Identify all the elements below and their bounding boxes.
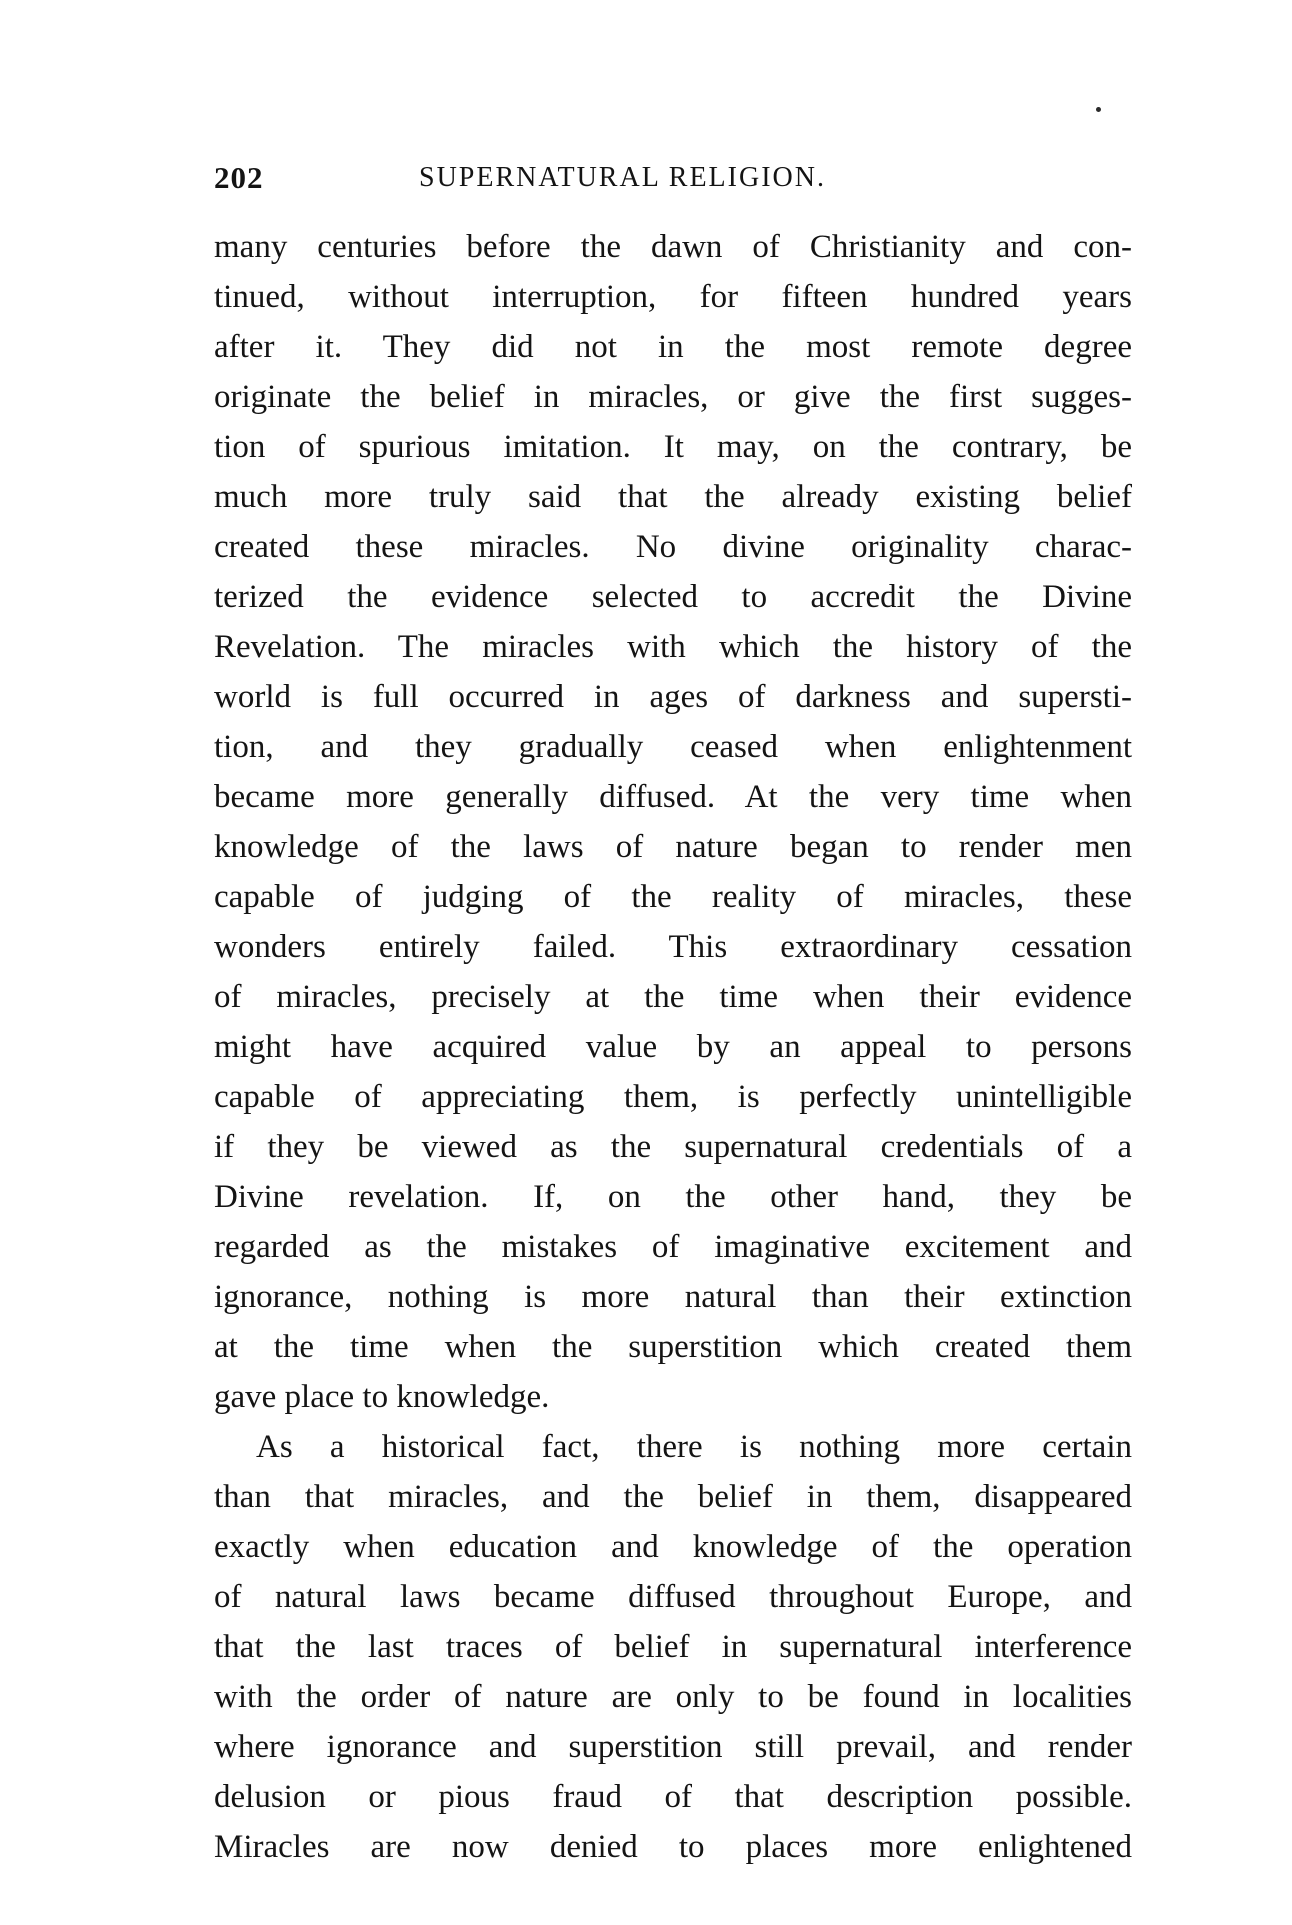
text-line: might have acquired value by an appeal to persons: [214, 1029, 1132, 1065]
text-line: many centuries before the dawn of Christianity and con-: [214, 229, 1132, 265]
text-line: terized the evidence selected to accredit the Divine: [214, 579, 1132, 615]
text-line: capable of judging of the reality of miracles, these: [214, 879, 1132, 915]
text-line: that the last traces of belief in supernatural interference: [214, 1629, 1132, 1665]
page-number: 202: [214, 160, 264, 195]
text-line: with the order of nature are only to be found in localities: [214, 1679, 1132, 1715]
running-head: [214, 160, 1142, 204]
text-line: of natural laws became diffused throughout Europe, and: [214, 1579, 1132, 1615]
text-line: of miracles, precisely at the time when their evidence: [214, 979, 1132, 1015]
text-line: much more truly said that the already existing belief: [214, 479, 1132, 515]
running-title: SUPERNATURAL RELIGION.: [419, 162, 826, 193]
text-line: wonders entirely failed. This extraordinary cessation: [214, 929, 1132, 965]
paragraph: [214, 222, 1132, 1422]
text-line: knowledge of the laws of nature began to render men: [214, 829, 1132, 865]
text-line: ignorance, nothing is more natural than their extinction: [214, 1279, 1132, 1315]
text-line: gave place to knowledge.: [214, 1379, 550, 1415]
text-line: exactly when education and knowledge of the operation: [214, 1529, 1132, 1565]
text-line: delusion or pious fraud of that description possible.: [214, 1779, 1132, 1815]
text-line: than that miracles, and the belief in them, disappeared: [214, 1479, 1132, 1515]
text-line: tion of spurious imitation. It may, on the contrary, be: [214, 429, 1132, 465]
text-line: Revelation. The miracles with which the history of the: [214, 629, 1132, 665]
text-line: created these miracles. No divine originality charac-: [214, 529, 1132, 565]
paragraph: [214, 1422, 1132, 1872]
text-line: capable of appreciating them, is perfectly unintelligible: [214, 1079, 1132, 1115]
text-line: if they be viewed as the supernatural credentials of a: [214, 1129, 1132, 1165]
text-line: regarded as the mistakes of imaginative excitement and: [214, 1229, 1132, 1265]
text-line: originate the belief in miracles, or give the first sugges-: [214, 379, 1132, 415]
text-line: As a historical fact, there is nothing more certain: [256, 1429, 1132, 1465]
text-line: tinued, without interruption, for fifteen hundred years: [214, 279, 1132, 315]
ink-speck: [1096, 107, 1101, 112]
text-line: at the time when the superstition which created them: [214, 1329, 1132, 1365]
text-line: where ignorance and superstition still prevail, and render: [214, 1729, 1132, 1765]
body-text: [214, 222, 1132, 1872]
text-line: tion, and they gradually ceased when enlightenment: [214, 729, 1132, 765]
text-line: Divine revelation. If, on the other hand, they be: [214, 1179, 1132, 1215]
text-line: world is full occurred in ages of darkness and supersti-: [214, 679, 1132, 715]
text-line: became more generally diffused. At the very time when: [214, 779, 1132, 815]
text-line: after it. They did not in the most remote degree: [214, 329, 1132, 365]
text-line: Miracles are now denied to places more enlightened: [214, 1829, 1132, 1865]
